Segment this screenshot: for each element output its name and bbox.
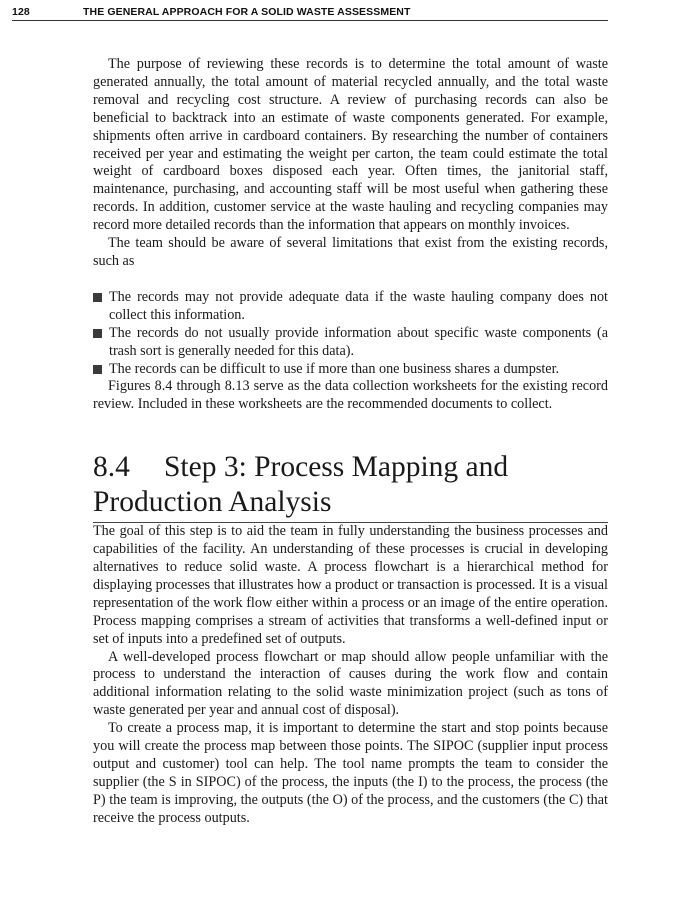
limitations-list: [93, 289, 608, 379]
list-item-text: The records may not provide adequate data if the waste hauling company does not collect this information.: [109, 288, 608, 323]
paragraph-sipoc: To create a process map, it is important to determine the start and stop points because you will create the process map between those points. The SIPOC (supplier input process output and customer) tool can help. The tool name prompts the team to consider the supplier (the S in SIPOC) of the process, the inputs (the I) to the process, the process (the P) the team is improving, the outputs (the O) of the process, and the customers (the C) that receive the process outputs.: [93, 720, 608, 826]
list-item-text: The records can be difficult to use if more than one business shares a dumpster.: [109, 360, 560, 377]
running-header: [12, 6, 608, 21]
square-bullet-icon: [93, 365, 102, 374]
section-number: 8.4: [93, 451, 130, 484]
paragraph-figures-worksheets: Figures 8.4 through 8.13 serve as the data collection worksheets for the existing record review. Included in these worksheets are the recommended documents to collect.: [93, 378, 608, 413]
paragraph-records-purpose: The purpose of reviewing these records is to determine the total amount of waste generated annually, the total amount of material recycled annually, and the total waste removal and recycling cost structure. A review of purchasing records can also be beneficial to backtrack into an estimate of waste components generated. For example, shipments often arrive in cardboard containers. By researching the number of containers received per year and estimating the weight per carton, the team could estimate the total weight of cardboard boxes disposed each year. Often times, the janitorial staff, maintenance, purchasing, and accounting staff will be most useful when gathering these records. In addition, customer service at the waste hauling and recycling companies may record more detailed records than the information that appears on monthly invoices.: [93, 56, 608, 234]
page-number: 128: [12, 6, 30, 18]
list-item: [93, 361, 608, 379]
section-title-line2: Production Analysis: [93, 486, 332, 519]
section-heading: [93, 450, 608, 523]
list-item-text: The records do not usually provide information about specific waste components (a trash sort is generally needed for this data).: [109, 324, 608, 359]
paragraph-step-goal: The goal of this step is to aid the team in fully understanding the business processes and capabilities of the facility. An understanding of these processes is crucial in developing alternatives to reduce solid waste. A process flowchart is a hierarchical method for displaying processes that illustrates how a product or transaction is processed. It is a visual representation of the work flow either within a process or an image of the entire operation. Process mapping comprises a stream of activities that transforms a well-defined input or set of inputs into a predefined set of outputs.: [93, 523, 608, 647]
list-item: [93, 325, 608, 361]
paragraph-limitations-intro: The team should be aware of several limitations that exist from the existing records, such as: [93, 235, 608, 269]
paragraph-flowchart: A well-developed process flowchart or map should allow people unfamiliar with the process to understand the interaction of causes during the work flow and contain additional information relating to the solid waste minimization project (such as tons of waste generated per year and annual cost of disposal).: [93, 648, 608, 719]
page-content: [93, 56, 608, 828]
square-bullet-icon: [93, 329, 102, 338]
square-bullet-icon: [93, 293, 102, 302]
list-item: [93, 289, 608, 325]
running-title: THE GENERAL APPROACH FOR A SOLID WASTE ASSESSMENT: [83, 6, 411, 18]
section-title-line1: Step 3: Process Mapping and: [164, 451, 509, 484]
